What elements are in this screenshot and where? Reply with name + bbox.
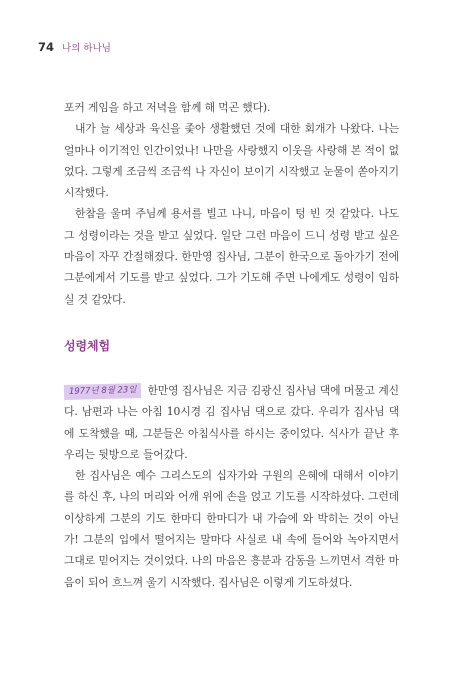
page-number: 74 (38, 40, 55, 54)
running-title: 나의 하나님 (62, 43, 111, 54)
page-header (38, 40, 111, 54)
paragraph-desire-for-spirit: 한참을 울며 주님께 용서를 빌고 나니, 마음이 텅 빈 것 같았다. 나도 그 성령이라는 것을 받고 싶었다. 일단 그런 마음이 드니 성령 받고 싶은 마음이 자꾸 간절해졌다. 한만영 집사님, 그분이 한국으로 돌아가기 전에 그분에게서 기도를 받고 싶었다. 그가 기도해 주면 나에게도 성령이 임하실 것 같았다. (64, 207, 399, 306)
paragraph-visit (64, 380, 399, 465)
section-heading: 성령체험 (64, 338, 110, 353)
paragraph-continuation: 포커 게임을 하고 저녁을 함께 해 먹곤 했다). (64, 101, 271, 114)
paragraph-repentance: 내가 늘 세상과 육신을 좇아 생활했던 것에 대한 회개가 나왔다. 나는 얼마나 이기적인 인간이었나! 나만을 사랑했지 이웃을 사랑해 본 적이 없었다. 그렇게 조금씩 조금씩 나 자신이 보이기 시작했고 눈물이 쏟아지기 시작했다. (64, 122, 399, 200)
handwritten-date-note: 1977년 8월 23일 (64, 383, 142, 400)
paragraph-prayer: 한 집사님은 예수 그리스도의 십자가와 구원의 은혜에 대해서 이야기를 하신 후, 나의 머리와 어깨 위에 손을 얹고 기도를 시작하셨다. 그런데 이상하게 그분의 기도 한마디 한마디가 내 가슴에 와 박히는 것이 아닌가! 그분의 입에서 떨어지는 말마다 사실로 내 속에 들어와 녹아지면서 그대로 믿어지는 것이었다. 나의 마음은 흥분과 감동을 느끼면서 격한 마음이 되어 흐느껴 울기 시작했다. 집사님은 이렇게 기도하셨다. (64, 469, 399, 589)
paragraph-visit-text: 한만영 집사님은 지금 김광신 집사님 댁에 머물고 계신다. 남편과 나는 아침 10시경 김 집사님 댁으로 갔다. 우리가 집사님 댁에 도착했을 때, 그분들은 아침식사를 하시는 중이었다. 식사가 끝난 후 우리는 뒷방으로 들어갔다. (64, 383, 399, 461)
body-text (64, 97, 399, 593)
